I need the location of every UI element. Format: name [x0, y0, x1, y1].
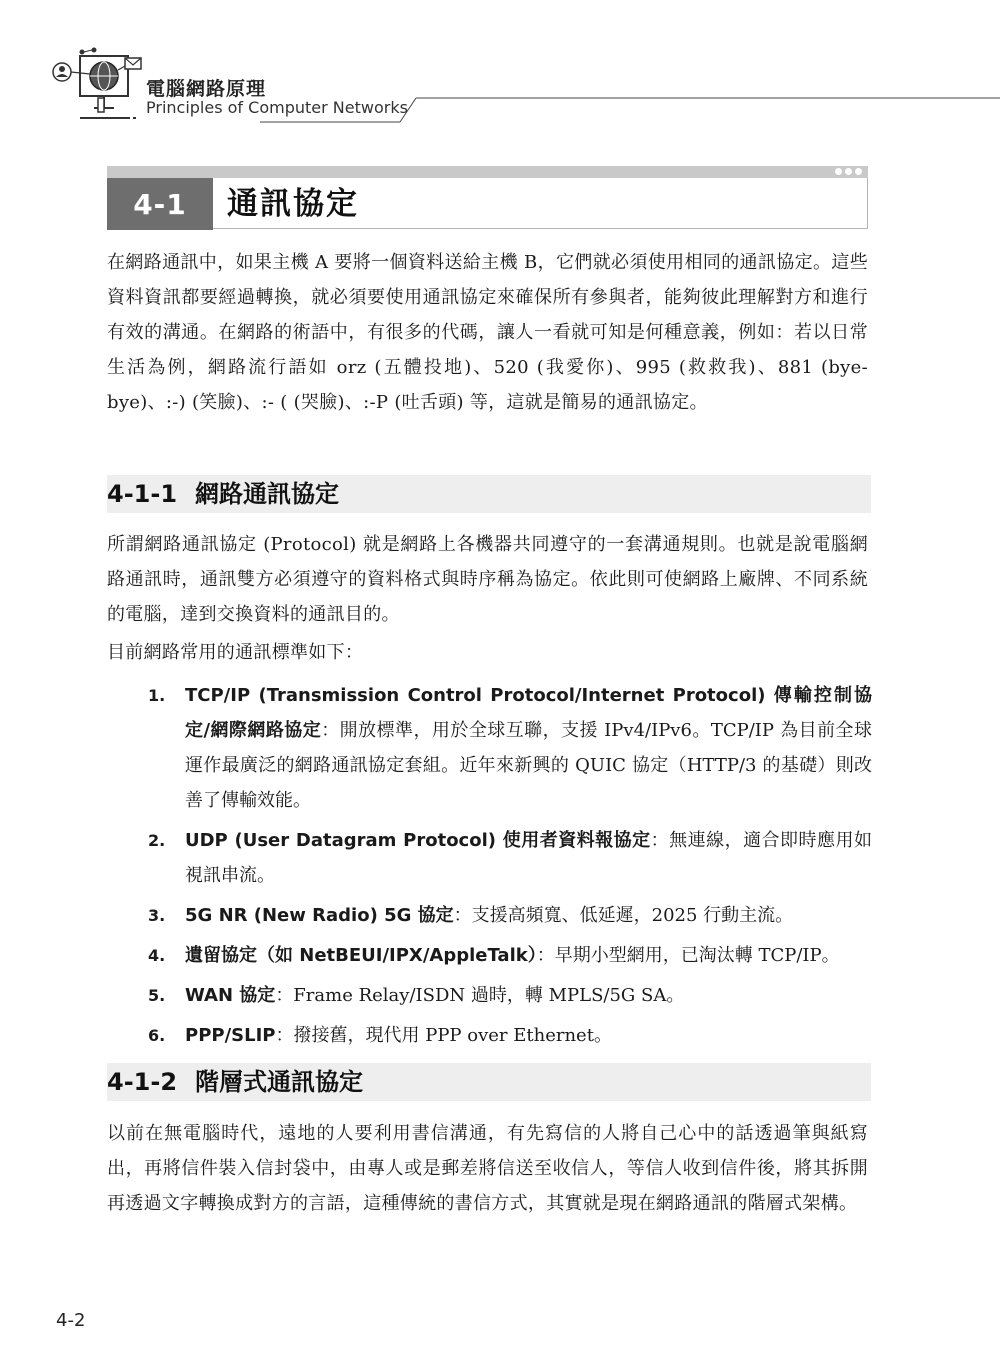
section-intro-paragraph: 在網路通訊中，如果主機 A 要將一個資料送給主機 B，它們就必須使用相同的通訊協定。這些資料資訊都要經過轉換，就必須要使用通訊協定來確保所有參與者，能夠彼此理解對方和進行有效的溝通。在網路的術語中，有很多的代碼，讓人一看就可知是何種意義，例如：若以日常生活為例，網路流行語如 orz (五體投地)、520 (我愛你)、995 (救救我)、881 (bye-bye)、:-) (笑臉)、:- ( (哭臉)、:-P (吐舌頭) 等，這就是簡易的通訊協定。 [107, 252, 868, 413]
section-number: 4-1 [107, 178, 213, 230]
list-item-description: ：早期小型網用，已淘汰轉 TCP/IP。 [536, 945, 840, 966]
banner-dots-icon [835, 168, 862, 175]
standards-intro-paragraph: 目前網路常用的通訊標準如下： [107, 642, 364, 663]
list-item-term: 5G NR (New Radio) 5G 協定 [185, 905, 454, 926]
list-item-description: ：支援高頻寬、低延遲，2025 行動主流。 [453, 905, 794, 926]
subsection-heading-4-1-2 [107, 1063, 871, 1101]
running-header [0, 0, 1000, 130]
list-item [148, 978, 872, 1013]
list-item-description: ：無連線，適合即時應用如視訊串流。 [185, 830, 872, 886]
subsection-title: 階層式通訊協定 [195, 1068, 364, 1096]
list-item [148, 1018, 872, 1053]
list-item-number: 6. [148, 1026, 166, 1045]
list-item-description: ：開放標準，用於全球互聯，支援 IPv4/IPv6。TCP/IP 為目前全球運作最廣泛的網路通訊協定套組。近年來新興的 QUIC 協定（HTTP/3 的基礎）則改善了傳輸效能。 [185, 720, 872, 811]
section-title: 通訊協定 [227, 186, 359, 222]
list-item-term: UDP (User Datagram Protocol) 使用者資料報協定 [185, 830, 651, 851]
list-item-number: 3. [148, 906, 166, 925]
protocol-list [148, 678, 872, 1058]
page-number: 4-2 [56, 1310, 86, 1331]
list-item [148, 823, 872, 893]
list-item-number: 5. [148, 986, 166, 1005]
globe-network-monitor-icon [50, 46, 145, 126]
protocol-definition-paragraph: 所謂網路通訊協定 (Protocol) 就是網路上各機器共同遵守的一套溝通規則。也就是說電腦網路通訊時，通訊雙方必須遵守的資料格式與時序稱為協定。依此則可使網路上廠牌、不同系統的電腦，達到交換資料的通訊目的。 [107, 534, 868, 625]
subsection-number: 4-1-2 [107, 1068, 178, 1096]
header-rule [140, 92, 1000, 124]
subsection-title: 網路通訊協定 [195, 480, 340, 508]
book-title-english: Principles of Computer Networks [146, 98, 408, 117]
subsection-heading-4-1-1 [107, 475, 871, 513]
list-item-number: 2. [148, 831, 166, 850]
list-item-term: PPP/SLIP [185, 1025, 276, 1046]
section-banner [107, 166, 868, 230]
layered-protocol-paragraph: 以前在無電腦時代，遠地的人要利用書信溝通，有先寫信的人將自己心中的話透過筆與紙寫出，再將信件裝入信封袋中，由專人或是郵差將信送至收信人，等信人收到信件後，將其拆開再透過文字轉換成對方的言語，這種傳統的書信方式，其實就是現在網路通訊的階層式架構。 [107, 1123, 868, 1214]
list-item [148, 898, 872, 933]
list-item-description: ：撥接舊，現代用 PPP over Ethernet。 [275, 1025, 612, 1046]
list-item [148, 938, 872, 973]
list-item-number: 4. [148, 946, 166, 965]
list-item-number: 1. [148, 686, 166, 705]
subsection-number: 4-1-1 [107, 480, 178, 508]
list-item-term: 遺留協定（如 NetBEUI/IPX/AppleTalk） [185, 945, 537, 966]
list-item-description: ：Frame Relay/ISDN 過時，轉 MPLS/5G SA。 [275, 985, 685, 1006]
banner-body [107, 178, 868, 229]
list-item-term: TCP/IP (Transmission Control Protocol/Internet Protocol) 傳輸控制協定/網際網路協定 [185, 685, 872, 741]
list-item [148, 678, 872, 818]
book-title-chinese: 電腦網路原理 [146, 78, 267, 100]
list-item-term: WAN 協定 [185, 985, 276, 1006]
banner-topbar [107, 166, 868, 178]
